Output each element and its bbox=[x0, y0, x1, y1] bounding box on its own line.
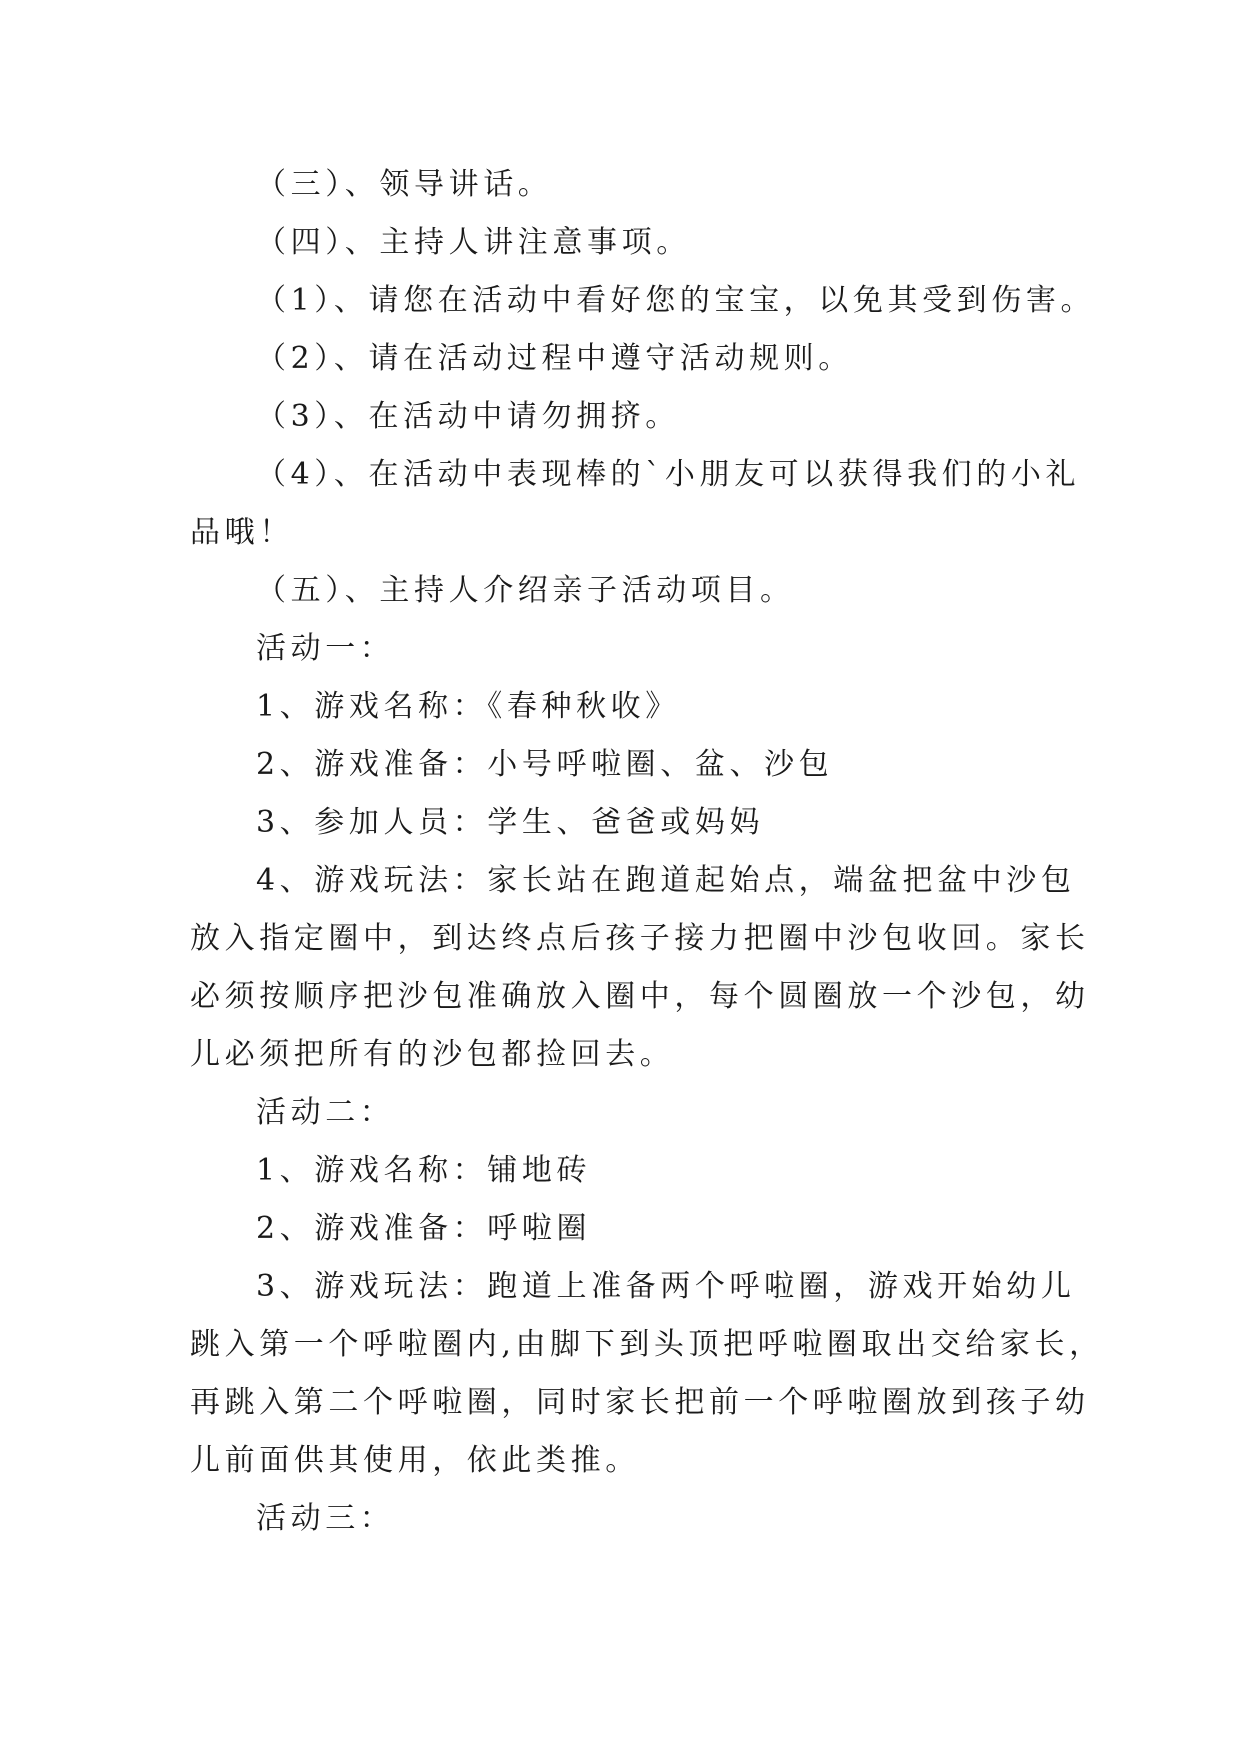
document-page bbox=[190, 156, 1104, 1548]
paragraph-line: 儿必须把所有的沙包都捡回去。 bbox=[190, 1037, 675, 1072]
paragraph-line: （3）、在活动中请勿拥挤。 bbox=[256, 399, 680, 434]
paragraph-line: （4）、在活动中表现棒的`小朋友可以获得我们的小礼 bbox=[256, 457, 1081, 492]
paragraph-line: 2、游戏准备：小号呼啦圈、盆、沙包 bbox=[256, 747, 834, 782]
paragraph-line: 跳入第一个呼啦圈内,由脚下到头顶把呼啦圈取出交给家长， bbox=[190, 1327, 1104, 1362]
paragraph-line: 3、参加人员：学生、爸爸或妈妈 bbox=[256, 805, 765, 840]
paragraph-line: 1、游戏名称：《春种秋收》 bbox=[256, 689, 680, 724]
paragraph-line: 4、游戏玩法：家长站在跑道起始点，端盆把盆中沙包 bbox=[256, 863, 1076, 898]
paragraph-line: （三）、领导讲话。 bbox=[256, 167, 553, 202]
paragraph-line: （四）、主持人讲注意事项。 bbox=[256, 225, 691, 260]
paragraph-line: 品哦！ bbox=[190, 515, 294, 550]
paragraph-line: 儿前面供其使用，依此类推。 bbox=[190, 1443, 640, 1478]
paragraph-line: 放入指定圈中，到达终点后孩子接力把圈中沙包收回。家长 bbox=[190, 921, 1090, 956]
section-heading: 活动二： bbox=[256, 1095, 395, 1130]
paragraph-line: 再跳入第二个呼啦圈，同时家长把前一个呼啦圈放到孩子幼 bbox=[190, 1385, 1090, 1420]
paragraph-line: （五）、主持人介绍亲子活动项目。 bbox=[256, 573, 795, 608]
section-heading: 活动一： bbox=[256, 631, 395, 666]
paragraph-line: 2、游戏准备：呼啦圈 bbox=[256, 1211, 592, 1246]
paragraph-line: 1、游戏名称：铺地砖 bbox=[256, 1153, 592, 1188]
paragraph-line: （2）、请在活动过程中遵守活动规则。 bbox=[256, 341, 853, 376]
section-heading: 活动三： bbox=[256, 1501, 395, 1536]
paragraph-line: 必须按顺序把沙包准确放入圈中，每个圆圈放一个沙包，幼 bbox=[190, 979, 1090, 1014]
paragraph-line: 3、游戏玩法：跑道上准备两个呼啦圈，游戏开始幼儿 bbox=[256, 1269, 1076, 1304]
paragraph-line: （1）、请您在活动中看好您的宝宝，以免其受到伤害。 bbox=[256, 283, 1096, 318]
